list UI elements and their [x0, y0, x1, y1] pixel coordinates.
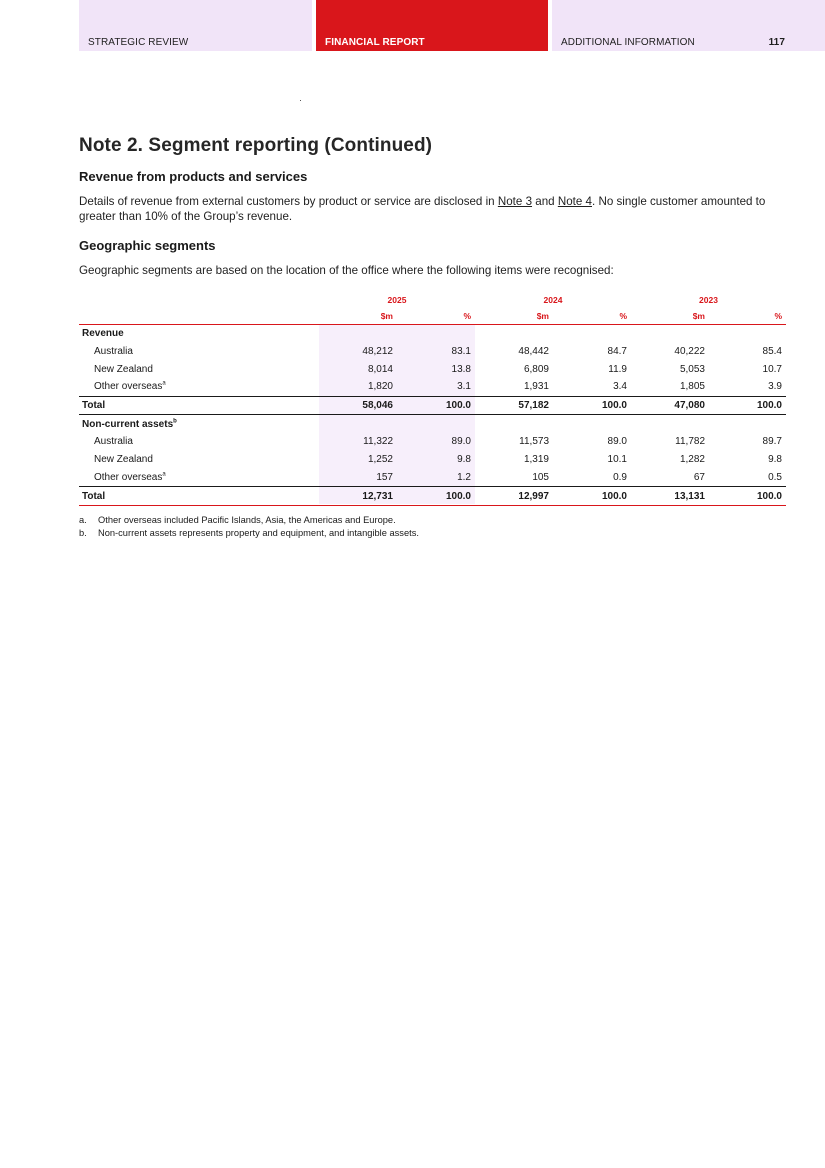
row-label: New Zealand [94, 454, 153, 466]
section-row-assets [79, 415, 786, 433]
tab-financial-report[interactable] [316, 0, 548, 51]
row-label-text: Other overseas [94, 471, 163, 483]
footnote-marker: b [173, 418, 177, 425]
row-label: New Zealand [94, 363, 153, 375]
cell-value: 3.4 [613, 381, 627, 393]
cell-value: 11,322 [363, 436, 393, 448]
footnote-b [79, 528, 419, 538]
section-row-revenue [79, 325, 786, 343]
cell-value: 85.4 [762, 346, 782, 358]
cell-value: 83.1 [451, 346, 471, 358]
row-label: Australia [94, 436, 133, 448]
products-heading: Revenue from products and services [79, 169, 308, 184]
cell-value: 1,805 [679, 381, 705, 393]
footnote-a [79, 515, 396, 525]
cell-value: 1,931 [523, 381, 549, 393]
table-row [79, 451, 786, 469]
products-text-part2: and [532, 195, 558, 208]
year-header-row [79, 292, 786, 308]
table-row [79, 378, 786, 396]
cell-value: 1.2 [457, 471, 471, 483]
section-label-assets-text: Non-current assets [82, 418, 174, 430]
year-header-2025: 2025 [387, 295, 407, 305]
table-row [79, 469, 786, 487]
row-label [79, 378, 319, 396]
unit-header: % [709, 308, 786, 325]
cell-value: 40,222 [674, 346, 705, 358]
stray-dot [300, 100, 301, 101]
products-text-part3: . No single customer amounted to greater than 10% of the Group’s revenue. [79, 195, 766, 223]
products-paragraph [79, 194, 789, 224]
cell-value: 10.1 [607, 454, 627, 466]
note-3-link[interactable]: Note 3 [497, 195, 533, 208]
footnote-marker: a [162, 381, 166, 388]
tab-additional-information-label: ADDITIONAL INFORMATION [561, 37, 695, 48]
cell-value: 6,809 [523, 363, 549, 375]
cell-value: 1,820 [367, 381, 393, 393]
cell-value: 1,319 [523, 454, 549, 466]
section-label-assets [79, 415, 786, 433]
row-label: Total [79, 487, 319, 506]
cell-value: 13.8 [451, 363, 471, 375]
cell-value: 12,997 [475, 487, 553, 506]
table-row [79, 343, 786, 361]
unit-header: % [397, 308, 475, 325]
cell-value: 100.0 [397, 487, 475, 506]
unit-header-row [79, 308, 786, 325]
top-navigation [0, 0, 825, 51]
cell-value: 48,442 [518, 346, 549, 358]
cell-value: 9.8 [768, 454, 782, 466]
geographic-paragraph: Geographic segments are based on the location of the office where the following items were recognised: [79, 264, 614, 277]
cell-value: 105 [532, 471, 549, 483]
cell-value: 100.0 [553, 396, 631, 415]
cell-value: 157 [376, 471, 393, 483]
cell-value: 47,080 [631, 396, 709, 415]
cell-value: 100.0 [553, 487, 631, 506]
cell-value: 11.9 [608, 363, 627, 375]
unit-header: % [553, 308, 631, 325]
cell-value: 11,782 [675, 436, 705, 448]
table-row [79, 360, 786, 378]
cell-value: 1,252 [367, 454, 393, 466]
segment-table-wrapper [79, 292, 786, 506]
cell-value: 3.9 [768, 381, 782, 393]
cell-value: 67 [693, 471, 705, 483]
footnote-text: Other overseas included Pacific Islands, Asia, the Americas and Europe. [98, 515, 396, 525]
tab-strategic-review[interactable] [79, 0, 312, 51]
cell-value: 9.8 [457, 454, 471, 466]
footnote-text: Non-current assets represents property and equipment, and intangible assets. [98, 528, 419, 538]
assets-section [79, 415, 786, 505]
cell-value: 13,131 [631, 487, 709, 506]
segment-table [79, 292, 786, 506]
cell-value: 84.7 [607, 346, 627, 358]
cell-value: 10.7 [762, 363, 782, 375]
cell-value: 5,053 [679, 363, 705, 375]
note-4-link[interactable]: Note 4 [557, 195, 592, 208]
cell-value: 89.7 [762, 436, 782, 448]
cell-value: 58,046 [319, 396, 397, 415]
cell-value: 57,182 [475, 396, 553, 415]
tab-additional-information[interactable] [552, 0, 825, 51]
footnote-key: b. [79, 528, 87, 538]
tab-financial-report-label: FINANCIAL REPORT [325, 37, 425, 48]
year-header-2024: 2024 [543, 295, 563, 305]
unit-header: $m [475, 308, 553, 325]
cell-value: 48,212 [362, 346, 393, 358]
page-number: 117 [768, 37, 785, 48]
cell-value: 100.0 [397, 396, 475, 415]
total-row-revenue [79, 396, 786, 415]
cell-value: 89.0 [451, 436, 471, 448]
cell-value: 3.1 [457, 381, 471, 393]
cell-value: 1,282 [679, 454, 705, 466]
row-label [79, 469, 319, 487]
unit-header: $m [319, 308, 397, 325]
row-label-text: Other overseas [94, 381, 163, 393]
revenue-section [79, 325, 786, 415]
cell-value: 12,731 [319, 487, 397, 506]
cell-value: 89.0 [607, 436, 627, 448]
row-label: Australia [94, 346, 133, 358]
cell-value: 0.5 [768, 471, 782, 483]
cell-value: 0.9 [613, 471, 627, 483]
row-label: Total [79, 396, 319, 415]
cell-value: 11,573 [519, 436, 549, 448]
page-title: Note 2. Segment reporting (Continued) [79, 135, 433, 156]
unit-header: $m [631, 308, 709, 325]
section-label-revenue: Revenue [82, 328, 124, 340]
footnote-key: a. [79, 515, 87, 525]
table-row [79, 433, 786, 451]
year-header-2023: 2023 [699, 295, 718, 305]
cell-value: 100.0 [709, 396, 786, 415]
tab-strategic-review-label: STRATEGIC REVIEW [88, 37, 189, 48]
cell-value: 8,014 [367, 363, 393, 375]
unit-header-blank [79, 308, 319, 325]
geographic-heading: Geographic segments [79, 238, 216, 253]
cell-value: 100.0 [709, 487, 786, 506]
footnote-marker: a [162, 471, 166, 478]
total-row-assets [79, 487, 786, 506]
products-text-part1: Details of revenue from external customers by product or service are disclosed in [79, 195, 498, 208]
year-header-blank [79, 292, 319, 308]
